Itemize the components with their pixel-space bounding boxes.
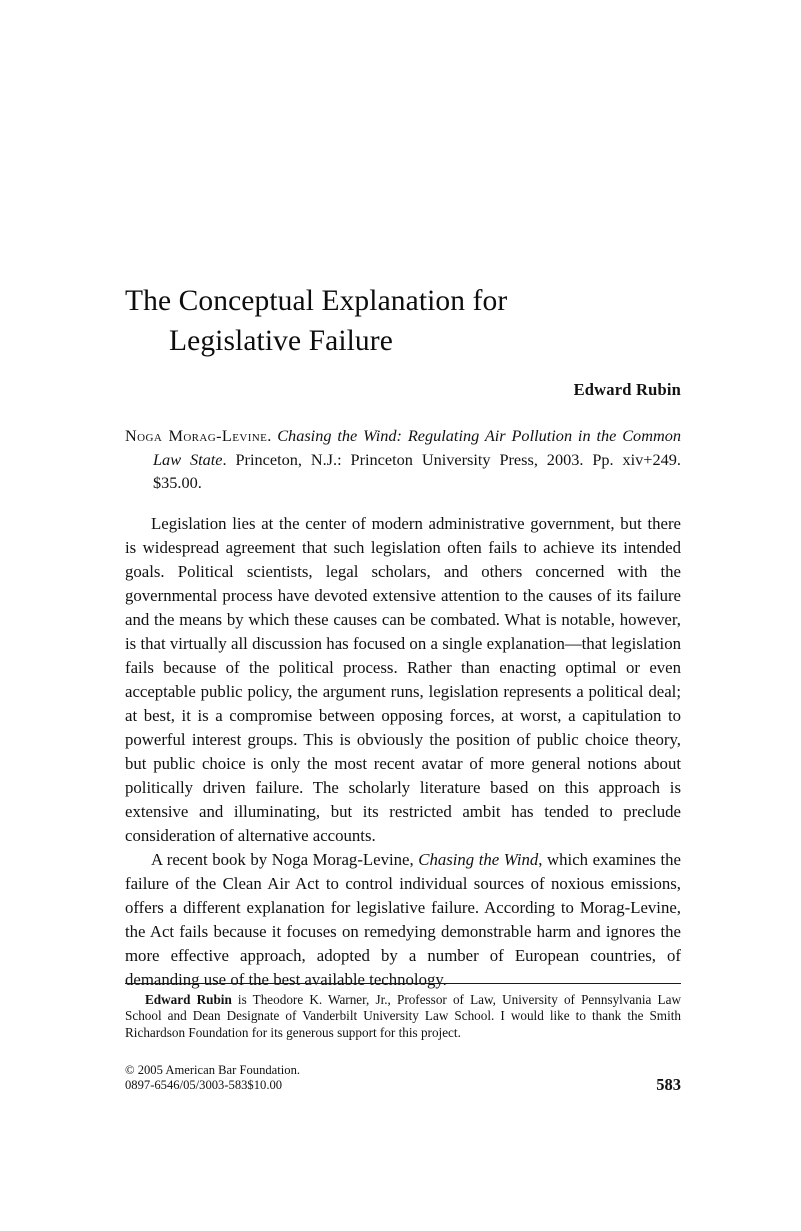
article-title-line-1: The Conceptual Explanation for (125, 285, 508, 317)
citation-author: Noga Morag-Levine (125, 426, 268, 445)
footnote-author-name: Edward Rubin (145, 992, 232, 1007)
page-number: 583 (656, 1075, 681, 1095)
footnote-section (125, 983, 681, 1041)
body-paragraph-2 (125, 848, 681, 992)
copyright-line: © 2005 American Bar Foundation. (125, 1063, 301, 1077)
footnote-body (125, 992, 681, 1041)
issn-line: 0897-6546/05/3003-583$10.00 (125, 1078, 283, 1093)
page-content (125, 0, 681, 992)
article-title (125, 281, 681, 361)
page-colophon (125, 1063, 681, 1093)
footnote-paragraph (125, 992, 681, 1041)
body-paragraph-2-part-1: A recent book by Noga Morag-Levine, (151, 850, 419, 870)
body-paragraph-2-book-title: Chasing the Wind (418, 850, 539, 870)
citation-publication-details: . Princeton, N.J.: Princeton University Press, 2003. Pp. xiv+249. $35.00. (153, 449, 681, 492)
author-byline: Edward Rubin (573, 380, 681, 399)
footnote-divider (125, 983, 681, 984)
footnote-text: is Theodore K. Warner, Jr., Professor of Law, University of Pennsylvania Law School and Dean Designate of Vanderbilt University Law School. I would like to thank the Smith Richardson Foundation for its generous support for this project. (125, 992, 681, 1040)
book-citation (125, 424, 681, 495)
copyright-block (125, 1063, 300, 1093)
citation-book-title: Chasing the Wind: Regulating Air Pollution in the Common Law State (153, 426, 681, 469)
body-paragraph-1: Legislation lies at the center of modern administrative government, but there is widespread agreement that such legislation often fails to achieve its intended goals. Political scientists, legal scholars, and others concerned with the governmental process have devoted extensive attention to the causes of its failure and the means by which these causes can be combated. What is notable, however, is that virtually all discussion has focused on a single explanation—that legislation fails because of the political process. Rather than enacting optimal or even acceptable public policy, the argument runs, legislation represents a political deal; at best, it is a compromise between opposing forces, at worst, a capitulation to powerful interest groups. This is obviously the position of public choice theory, but public choice is only the most recent avatar of more general notions about politically driven failure. The scholarly literature based on this approach is extensive and illuminating, but its restricted ambit has tended to preclude consideration of alternative accounts. (125, 513, 681, 846)
article-title-line-2: Legislative Failure (169, 325, 393, 357)
body-paragraph-2-part-2: , which examines the failure of the Clean Air Act to control individual sources of noxious emissions, offers a different explanation for legislative failure. According to Morag-Levine, the Act fails because it focuses on remedying demonstrable harm and ignores the more effective approach, adopted by a number of European countries, of demanding use of the best available technology. (125, 850, 681, 990)
article-body (125, 512, 681, 993)
citation-author-separator: . (267, 426, 278, 445)
